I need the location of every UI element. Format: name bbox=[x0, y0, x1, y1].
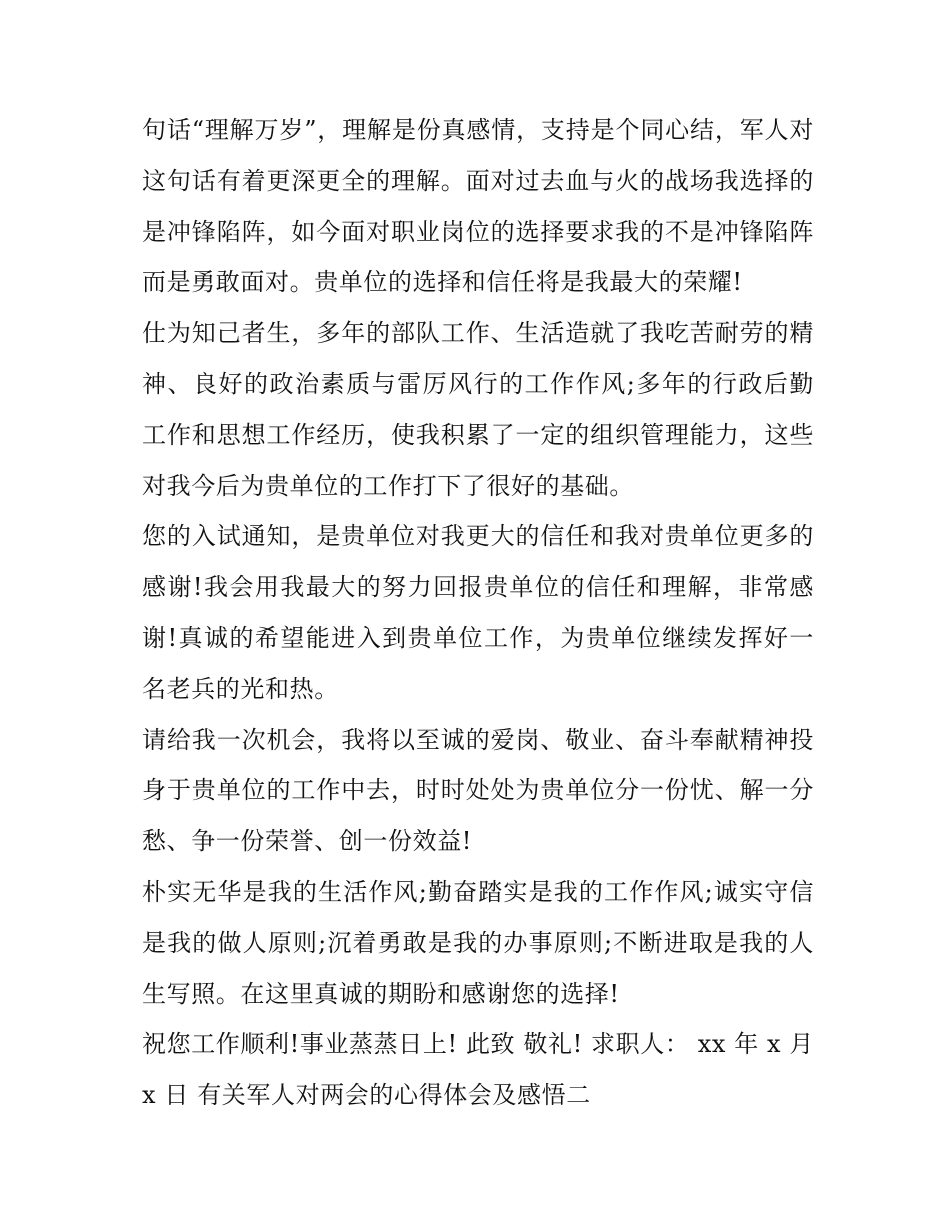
document-body bbox=[142, 105, 814, 1121]
paragraph-understanding: 句话“理解万岁”，理解是份真感情，支持是个同心结，军人对这句话有着更深更全的理解。面对过去血与火的战场我选择的是冲锋陷阵，如今面对职业岗位的选择要求我的不是冲锋陷阵而是勇敢面对。贵单位的选择和信任将是我最大的荣耀! bbox=[142, 116, 814, 297]
paragraph-character: 朴实无华是我的生活作风;勤奋踏实是我的工作作风;诚实守信是我的做人原则;沉着勇敢是我的办事原则;不断进取是我的人生写照。在这里真诚的期盼和感谢您的选择! bbox=[142, 877, 814, 1008]
paragraph-closing: 祝您工作顺利!事业蒸蒸日上! 此致 敬礼! 求职人： xx 年 x 月 x 日 有关军人对两会的心得体会及感悟二 bbox=[142, 1030, 814, 1110]
paragraph-opportunity: 请给我一次机会，我将以至诚的爱岗、敬业、奋斗奉献精神投身于贵单位的工作中去，时时处处为贵单位分一份忧、解一分愁、争一份荣誉、创一份效益! bbox=[142, 725, 814, 856]
paragraph-gratitude: 您的入试通知，是贵单位对我更大的信任和我对贵单位更多的感谢!我会用我最大的努力回报贵单位的信任和理解，非常感谢!真诚的希望能进入到贵单位工作，为贵单位继续发挥好一名老兵的光和热。 bbox=[142, 522, 814, 703]
paragraph-experience: 仕为知己者生，多年的部队工作、生活造就了我吃苦耐劳的精神、良好的政治素质与雷厉风行的工作作风;多年的行政后勤工作和思想工作经历，使我积累了一定的组织管理能力，这些对我今后为贵单位的工作打下了很好的基础。 bbox=[142, 319, 814, 500]
